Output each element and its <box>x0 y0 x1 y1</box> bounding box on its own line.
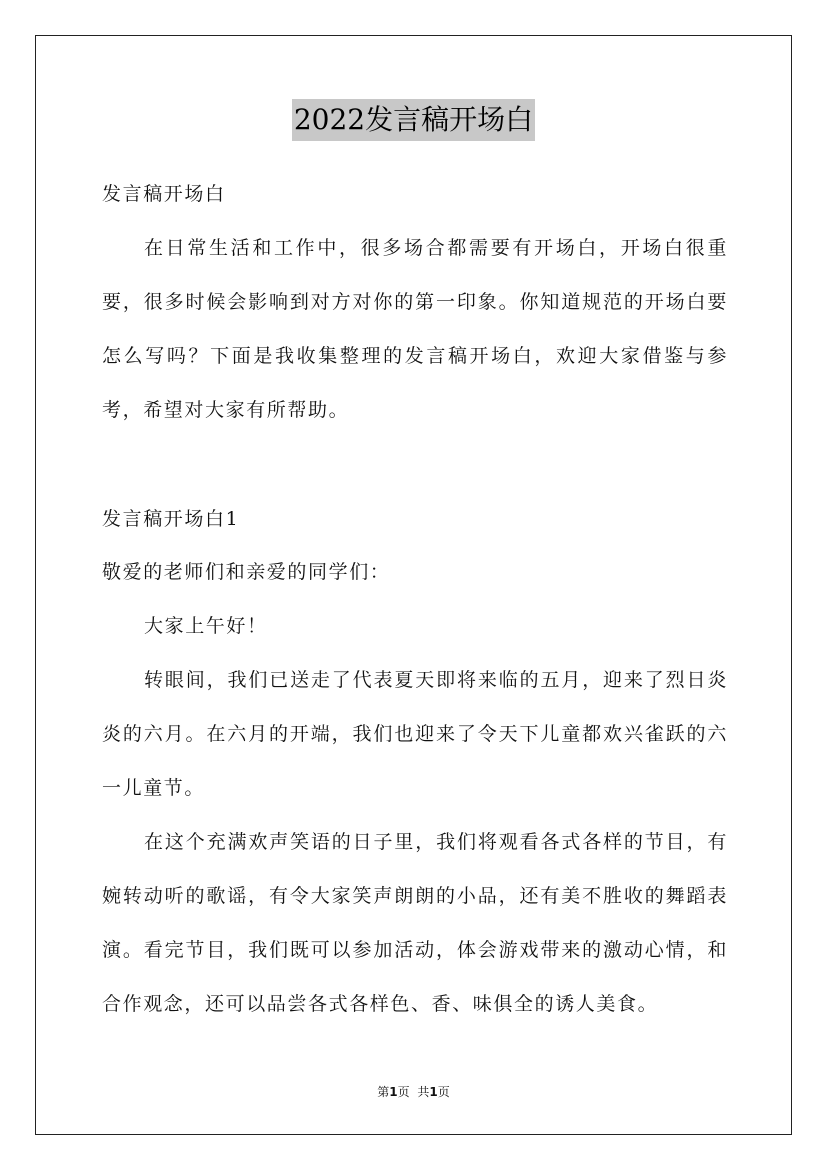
paragraph-2: 在这个充满欢声笑语的日子里，我们将观看各式各样的节目，有婉转动听的歌谣，有令大家笑声朗朗的小品，还有美不胜收的舞蹈表演。看完节目，我们既可以参加活动，体会游戏带来的激动心情，和合作观念，还可以品尝各式各样色、香、味俱全的诱人美食。 <box>102 831 728 1015</box>
footer-page-prefix: 第 <box>377 1085 390 1099</box>
heading-1: 发言稿开场白 <box>102 183 226 205</box>
section-1-heading: 发言稿开场白1 <box>102 508 240 530</box>
paragraph-1: 转眼间，我们已送走了代表夏天即将来临的五月，迎来了烈日炎炎的六月。在六月的开端，我们也迎来了令天下儿童都欢兴雀跃的六一儿童节。 <box>102 669 728 799</box>
footer-total-prefix: 共 <box>417 1085 430 1099</box>
document-title: 2022发言稿开场白 <box>292 99 535 141</box>
title-wrap <box>0 99 827 141</box>
footer-page-suffix: 页 <box>397 1085 410 1099</box>
footer-total-suffix: 页 <box>437 1085 450 1099</box>
salutation: 敬爱的老师们和亲爱的同学们： <box>102 561 391 583</box>
footer-page-number: 1 <box>389 1085 398 1099</box>
intro-paragraph: 在日常生活和工作中，很多场合都需要有开场白，开场白很重要，很多时候会影响到对方对你的第一印象。你知道规范的开场白要怎么写吗？下面是我收集整理的发言稿开场白，欢迎大家借鉴与参考，希望对大家有所帮助。 <box>102 237 728 421</box>
footer-total-pages: 1 <box>429 1085 438 1099</box>
page-footer <box>0 1083 827 1100</box>
greeting: 大家上午好！ <box>144 615 268 637</box>
